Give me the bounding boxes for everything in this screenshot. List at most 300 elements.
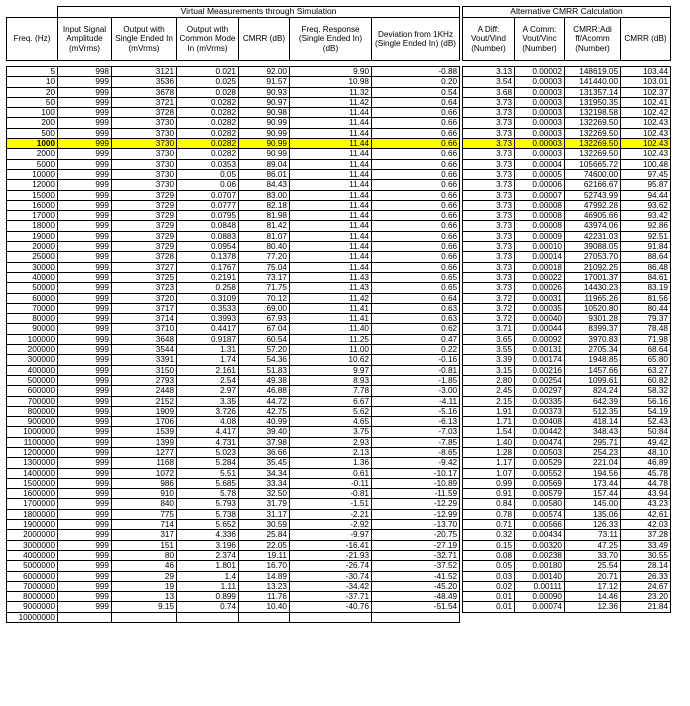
value-cell: 19.11 <box>239 550 290 560</box>
value-cell: 2.13 <box>290 447 372 457</box>
freq-cell: 1500000 <box>7 478 58 488</box>
value-cell: 0.66 <box>372 262 460 272</box>
value-cell: 11.32 <box>290 87 372 97</box>
value-cell: 0.84 <box>463 499 515 509</box>
column-header: Deviation from 1KHz (Single Ended In) (dB) <box>372 18 460 61</box>
value-cell: 0.0282 <box>177 108 239 118</box>
value-cell: 11.40 <box>290 324 372 334</box>
value-cell: 43.23 <box>621 499 671 509</box>
value-cell: 0.0282 <box>177 139 239 149</box>
value-cell: -2.92 <box>290 520 372 530</box>
table-row <box>7 272 460 282</box>
table-row <box>7 355 460 365</box>
value-cell: 1277 <box>112 447 177 457</box>
freq-cell: 100 <box>7 108 58 118</box>
value-cell: 79.37 <box>621 314 671 324</box>
value-cell: 0.00566 <box>515 520 565 530</box>
value-cell: 148619.05 <box>565 67 621 77</box>
value-cell: 89.04 <box>239 159 290 169</box>
value-cell: 4.731 <box>177 437 239 447</box>
value-cell: 90.99 <box>239 149 290 159</box>
freq-cell: 1900000 <box>7 520 58 530</box>
value-cell: 3.15 <box>463 365 515 375</box>
value-cell: 999 <box>58 406 112 416</box>
value-cell: 43974.06 <box>565 221 621 231</box>
value-cell: -0.16 <box>372 355 460 365</box>
value-cell: 52.43 <box>621 417 671 427</box>
value-cell: 3728 <box>112 252 177 262</box>
value-cell: 0.00009 <box>515 231 565 241</box>
value-cell: 3729 <box>112 211 177 221</box>
table-row <box>7 489 460 499</box>
table-row <box>463 417 671 427</box>
table-row <box>7 592 460 602</box>
value-cell: 0.64 <box>372 293 460 303</box>
value-cell: 0.00002 <box>515 67 565 77</box>
freq-cell: 10000 <box>7 169 58 179</box>
value-cell: -0.81 <box>290 489 372 499</box>
column-header: CMRR (dB) <box>239 18 290 61</box>
value-cell: 132269.50 <box>565 118 621 128</box>
value-cell: 102.43 <box>621 118 671 128</box>
value-cell: 194.56 <box>565 468 621 478</box>
value-cell: 42231.03 <box>565 231 621 241</box>
value-cell: 3.73 <box>463 262 515 272</box>
value-cell: 100.48 <box>621 159 671 169</box>
value-cell: 49.38 <box>239 375 290 385</box>
value-cell: 49.42 <box>621 437 671 447</box>
table-row <box>7 242 460 252</box>
table-row <box>463 447 671 457</box>
value-cell: -48.49 <box>372 592 460 602</box>
value-cell: 999 <box>58 221 112 231</box>
value-cell: 0.00174 <box>515 355 565 365</box>
value-cell: 3725 <box>112 272 177 282</box>
value-cell: 999 <box>58 447 112 457</box>
table-row <box>7 550 460 560</box>
value-cell: 0.78 <box>463 509 515 519</box>
value-cell: 8399.37 <box>565 324 621 334</box>
freq-cell: 1000 <box>7 139 58 149</box>
value-cell: 2.80 <box>463 375 515 385</box>
value-cell: 5.62 <box>290 406 372 416</box>
table-row <box>7 396 460 406</box>
value-cell: 4.336 <box>177 530 239 540</box>
freq-cell: 400000 <box>7 365 58 375</box>
value-cell: 0.00442 <box>515 427 565 437</box>
value-cell: 1.36 <box>290 458 372 468</box>
value-cell: 46905.66 <box>565 211 621 221</box>
header-row <box>463 18 671 61</box>
value-cell: 42.75 <box>239 406 290 416</box>
value-cell: 11.42 <box>290 293 372 303</box>
value-cell: 999 <box>58 252 112 262</box>
value-cell: 46.89 <box>621 458 671 468</box>
value-cell: 5.023 <box>177 447 239 457</box>
value-cell: 14430.23 <box>565 283 621 293</box>
table-row <box>463 303 671 313</box>
value-cell: 2.54 <box>177 375 239 385</box>
freq-cell: 200000 <box>7 345 58 355</box>
freq-cell: 1000000 <box>7 427 58 437</box>
value-cell: 0.0353 <box>177 159 239 169</box>
value-cell: 40.99 <box>239 417 290 427</box>
value-cell: -41.52 <box>372 571 460 581</box>
value-cell: 20.71 <box>565 571 621 581</box>
value-cell: 102.37 <box>621 87 671 97</box>
freq-cell: 20 <box>7 87 58 97</box>
table-row <box>7 458 460 468</box>
value-cell: 3.73 <box>463 283 515 293</box>
value-cell: -7.03 <box>372 427 460 437</box>
value-cell: 1.11 <box>177 581 239 591</box>
value-cell: 0.4417 <box>177 324 239 334</box>
table-row <box>7 561 460 571</box>
value-cell: 999 <box>58 520 112 530</box>
freq-cell: 3000000 <box>7 540 58 550</box>
value-cell: 221.04 <box>565 458 621 468</box>
table-row <box>463 128 671 138</box>
value-cell: 999 <box>58 180 112 190</box>
value-cell: 56.16 <box>621 396 671 406</box>
value-cell: -13.70 <box>372 520 460 530</box>
alternative-cmrr-table <box>462 6 671 613</box>
value-cell: -30.74 <box>290 571 372 581</box>
value-cell: 5.51 <box>177 468 239 478</box>
value-cell: 0.06 <box>177 180 239 190</box>
value-cell: 0.00503 <box>515 447 565 457</box>
value-cell: 102.43 <box>621 128 671 138</box>
freq-cell: 15000 <box>7 190 58 200</box>
value-cell: 10.98 <box>290 77 372 87</box>
value-cell: 46 <box>112 561 177 571</box>
value-cell: 3.73 <box>463 221 515 231</box>
value-cell: 97.45 <box>621 169 671 179</box>
value-cell: 5.78 <box>177 489 239 499</box>
empty-cell <box>177 612 239 622</box>
value-cell: 0.3993 <box>177 314 239 324</box>
value-cell: 999 <box>58 489 112 499</box>
value-cell: 1.91 <box>463 406 515 416</box>
value-cell: 33.34 <box>239 478 290 488</box>
value-cell: 11.44 <box>290 128 372 138</box>
table-row <box>7 139 460 149</box>
value-cell: 1909 <box>112 406 177 416</box>
value-cell: 3730 <box>112 128 177 138</box>
value-cell: 999 <box>58 211 112 221</box>
value-cell: 93.42 <box>621 211 671 221</box>
table-row <box>463 221 671 231</box>
value-cell: 82.18 <box>239 200 290 210</box>
value-cell: 0.00579 <box>515 489 565 499</box>
value-cell: 0.00010 <box>515 242 565 252</box>
table-row <box>7 283 460 293</box>
value-cell: 11.76 <box>239 592 290 602</box>
value-cell: 1948.85 <box>565 355 621 365</box>
value-cell: 999 <box>58 386 112 396</box>
value-cell: 999 <box>58 128 112 138</box>
freq-cell: 900000 <box>7 417 58 427</box>
value-cell: 3.73 <box>463 190 515 200</box>
table-row <box>463 139 671 149</box>
table-row <box>7 324 460 334</box>
table-row <box>463 180 671 190</box>
value-cell: 3.73 <box>463 169 515 179</box>
value-cell: 3.13 <box>463 67 515 77</box>
freq-cell: 1700000 <box>7 499 58 509</box>
value-cell: 0.03 <box>463 571 515 581</box>
value-cell: 418.14 <box>565 417 621 427</box>
value-cell: 90.99 <box>239 118 290 128</box>
value-cell: 3723 <box>112 283 177 293</box>
value-cell: -26.74 <box>290 561 372 571</box>
value-cell: 0.0282 <box>177 118 239 128</box>
value-cell: 11.43 <box>290 272 372 282</box>
freq-cell: 1800000 <box>7 509 58 519</box>
value-cell: 93.62 <box>621 200 671 210</box>
freq-cell: 300000 <box>7 355 58 365</box>
value-cell: 0.00180 <box>515 561 565 571</box>
value-cell: 30.59 <box>239 520 290 530</box>
value-cell: 0.258 <box>177 283 239 293</box>
value-cell: 0.00408 <box>515 417 565 427</box>
value-cell: -4.11 <box>372 396 460 406</box>
value-cell: 7.78 <box>290 386 372 396</box>
table-row <box>463 602 671 612</box>
table-row <box>7 97 460 107</box>
table-row <box>463 87 671 97</box>
value-cell: 0.0883 <box>177 231 239 241</box>
value-cell: 1539 <box>112 427 177 437</box>
value-cell: 3.73 <box>463 118 515 128</box>
value-cell: 11.44 <box>290 252 372 262</box>
value-cell: 3721 <box>112 97 177 107</box>
table-row <box>7 87 460 97</box>
table-row <box>463 334 671 344</box>
table-row <box>7 180 460 190</box>
value-cell: 17001.37 <box>565 272 621 282</box>
value-cell: 0.00297 <box>515 386 565 396</box>
table-row <box>7 520 460 530</box>
value-cell: 1.31 <box>177 345 239 355</box>
value-cell: 999 <box>58 458 112 468</box>
value-cell: 73.11 <box>565 530 621 540</box>
value-cell: 3720 <box>112 293 177 303</box>
value-cell: 31.79 <box>239 499 290 509</box>
value-cell: 27053.70 <box>565 252 621 262</box>
value-cell: 999 <box>58 200 112 210</box>
table-row <box>463 520 671 530</box>
value-cell: 3.72 <box>463 293 515 303</box>
value-cell: 34.34 <box>239 468 290 478</box>
table-row <box>7 530 460 540</box>
value-cell: 0.05 <box>177 169 239 179</box>
column-header: A Diff: Vout/Vind (Number) <box>463 18 515 61</box>
value-cell: 84.61 <box>621 272 671 282</box>
value-cell: 0.00373 <box>515 406 565 416</box>
value-cell: 92.86 <box>621 221 671 231</box>
freq-cell: 200 <box>7 118 58 128</box>
group-title-row <box>7 7 460 18</box>
value-cell: 1.71 <box>463 417 515 427</box>
value-cell: 0.00320 <box>515 540 565 550</box>
value-cell: 0.66 <box>372 190 460 200</box>
value-cell: 0.00474 <box>515 437 565 447</box>
value-cell: 11.44 <box>290 242 372 252</box>
value-cell: -40.76 <box>290 602 372 612</box>
value-cell: 35.45 <box>239 458 290 468</box>
value-cell: 141440.00 <box>565 77 621 87</box>
table-row <box>7 375 460 385</box>
value-cell: -9.97 <box>290 530 372 540</box>
value-cell: 3728 <box>112 108 177 118</box>
value-cell: 3536 <box>112 77 177 87</box>
value-cell: 37.98 <box>239 437 290 447</box>
value-cell: -1.51 <box>290 499 372 509</box>
table-row <box>463 550 671 560</box>
value-cell: 0.3533 <box>177 303 239 313</box>
table-row <box>463 509 671 519</box>
value-cell: 3.72 <box>463 314 515 324</box>
value-cell: 999 <box>58 108 112 118</box>
value-cell: 81.98 <box>239 211 290 221</box>
empty-cell <box>290 612 372 622</box>
table-row <box>7 437 460 447</box>
value-cell: 3729 <box>112 221 177 231</box>
value-cell: 0.0954 <box>177 242 239 252</box>
value-cell: 74600.00 <box>565 169 621 179</box>
value-cell: 999 <box>58 169 112 179</box>
value-cell: 999 <box>58 87 112 97</box>
value-cell: 54.19 <box>621 406 671 416</box>
value-cell: 1.74 <box>177 355 239 365</box>
value-cell: 824.24 <box>565 386 621 396</box>
freq-cell: 4000000 <box>7 550 58 560</box>
value-cell: 11.44 <box>290 262 372 272</box>
value-cell: 0.71 <box>463 520 515 530</box>
value-cell: 999 <box>58 283 112 293</box>
value-cell: 1.17 <box>463 458 515 468</box>
table-row <box>463 375 671 385</box>
value-cell: 11.44 <box>290 159 372 169</box>
value-cell: 999 <box>58 571 112 581</box>
value-cell: 0.00006 <box>515 180 565 190</box>
value-cell: 45.78 <box>621 468 671 478</box>
value-cell: 0.1378 <box>177 252 239 262</box>
table-row <box>463 365 671 375</box>
value-cell: 62166.67 <box>565 180 621 190</box>
value-cell: 3730 <box>112 118 177 128</box>
value-cell: 0.00074 <box>515 602 565 612</box>
value-cell: 83.19 <box>621 283 671 293</box>
value-cell: 999 <box>58 478 112 488</box>
table-row <box>7 118 460 128</box>
value-cell: 157.44 <box>565 489 621 499</box>
value-cell: 3.73 <box>463 200 515 210</box>
value-cell: 10520.80 <box>565 303 621 313</box>
value-cell: 80.40 <box>239 242 290 252</box>
value-cell: 3391 <box>112 355 177 365</box>
table-row <box>463 499 671 509</box>
column-header: CMRR:Adi ff/Acomm (Number) <box>565 18 621 61</box>
value-cell: 2448 <box>112 386 177 396</box>
table-row <box>463 67 671 77</box>
value-cell: 44.78 <box>621 478 671 488</box>
value-cell: 13 <box>112 592 177 602</box>
value-cell: 3.726 <box>177 406 239 416</box>
freq-cell: 2000 <box>7 149 58 159</box>
table-row <box>7 67 460 77</box>
value-cell: 999 <box>58 561 112 571</box>
value-cell: 11.44 <box>290 200 372 210</box>
value-cell: 88.64 <box>621 252 671 262</box>
table-row <box>463 272 671 282</box>
value-cell: 3727 <box>112 262 177 272</box>
value-cell: 63.27 <box>621 365 671 375</box>
value-cell: 57.20 <box>239 345 290 355</box>
value-cell: 999 <box>58 118 112 128</box>
value-cell: 1.801 <box>177 561 239 571</box>
table-row <box>463 262 671 272</box>
value-cell: 11.44 <box>290 169 372 179</box>
value-cell: 26.33 <box>621 571 671 581</box>
table-row <box>7 602 460 612</box>
value-cell: 0.00434 <box>515 530 565 540</box>
freq-cell: 50 <box>7 97 58 107</box>
value-cell: 2.93 <box>290 437 372 447</box>
value-cell: -9.42 <box>372 458 460 468</box>
table-row <box>463 108 671 118</box>
value-cell: 999 <box>58 396 112 406</box>
value-cell: 0.22 <box>372 345 460 355</box>
table-row <box>463 478 671 488</box>
value-cell: 3544 <box>112 345 177 355</box>
value-cell: -45.20 <box>372 581 460 591</box>
value-cell: 0.00003 <box>515 128 565 138</box>
value-cell: 29 <box>112 571 177 581</box>
freq-cell: 1600000 <box>7 489 58 499</box>
value-cell: 0.00026 <box>515 283 565 293</box>
value-cell: 0.47 <box>372 334 460 344</box>
value-cell: 14.46 <box>565 592 621 602</box>
empty-cell <box>239 612 290 622</box>
value-cell: 0.63 <box>372 314 460 324</box>
value-cell: 999 <box>58 355 112 365</box>
value-cell: 2.45 <box>463 386 515 396</box>
value-cell: 84.43 <box>239 180 290 190</box>
value-cell: 24.67 <box>621 581 671 591</box>
table-row <box>463 458 671 468</box>
table-row <box>7 417 460 427</box>
value-cell: 11.43 <box>290 283 372 293</box>
freq-cell: 9000000 <box>7 602 58 612</box>
value-cell: -3.00 <box>372 386 460 396</box>
value-cell: -10.17 <box>372 468 460 478</box>
value-cell: 32.50 <box>239 489 290 499</box>
value-cell: 999 <box>58 530 112 540</box>
value-cell: 3729 <box>112 231 177 241</box>
value-cell: 0.62 <box>372 324 460 334</box>
value-cell: 0.00111 <box>515 581 565 591</box>
value-cell: 0.3109 <box>177 293 239 303</box>
value-cell: 0.0282 <box>177 97 239 107</box>
header-row <box>7 18 460 61</box>
value-cell: 0.00031 <box>515 293 565 303</box>
value-cell: 5.284 <box>177 458 239 468</box>
value-cell: 3.73 <box>463 159 515 169</box>
value-cell: 999 <box>58 190 112 200</box>
value-cell: 0.00003 <box>515 139 565 149</box>
